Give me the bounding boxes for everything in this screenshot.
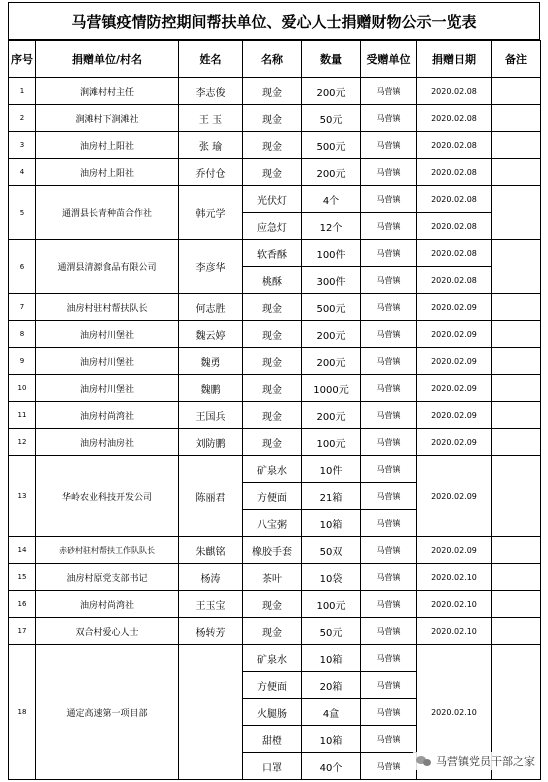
row-seq: 1 <box>9 78 36 105</box>
row-unit: 华岭农业科技开发公司 <box>36 456 179 537</box>
row-date: 2020.02.09 <box>417 456 492 537</box>
row-item: 现金 <box>243 321 302 348</box>
row-qty: 50元 <box>302 105 361 132</box>
row-note <box>492 105 541 132</box>
table-row <box>9 645 541 672</box>
table-body <box>9 78 541 780</box>
row-date: 2020.02.09 <box>417 375 492 402</box>
row-recipient: 马营镇 <box>361 402 417 429</box>
row-recipient: 马营镇 <box>361 753 417 780</box>
page-title: 马营镇疫情防控期间帮扶单位、爱心人士捐赠财物公示一览表 <box>8 2 540 40</box>
row-date: 2020.02.08 <box>417 159 492 186</box>
row-recipient: 马营镇 <box>361 132 417 159</box>
header-note: 备注 <box>492 41 541 78</box>
row-seq: 15 <box>9 564 36 591</box>
row-name: 魏勇 <box>179 348 243 375</box>
row-unit: 通定高速第一项目部 <box>36 645 179 780</box>
row-recipient: 马营镇 <box>361 348 417 375</box>
row-seq: 13 <box>9 456 36 537</box>
row-qty: 100元 <box>302 429 361 456</box>
row-date: 2020.02.08 <box>417 213 492 240</box>
row-item: 现金 <box>243 159 302 186</box>
header-unit: 捐赠单位/村名 <box>36 41 179 78</box>
row-seq: 17 <box>9 618 36 645</box>
row-qty: 50元 <box>302 618 361 645</box>
row-seq: 3 <box>9 132 36 159</box>
row-date: 2020.02.10 <box>417 591 492 618</box>
row-name: 何志胜 <box>179 294 243 321</box>
row-qty: 10箱 <box>302 510 361 537</box>
row-qty: 300件 <box>302 267 361 294</box>
row-note <box>492 294 541 321</box>
row-item: 桃酥 <box>243 267 302 294</box>
row-recipient: 马营镇 <box>361 267 417 294</box>
row-item: 现金 <box>243 348 302 375</box>
table-row <box>9 591 541 618</box>
table-row <box>9 456 541 483</box>
row-seq: 2 <box>9 105 36 132</box>
row-seq: 7 <box>9 294 36 321</box>
row-recipient: 马营镇 <box>361 105 417 132</box>
row-recipient: 马营镇 <box>361 672 417 699</box>
row-note <box>492 591 541 618</box>
row-qty: 10件 <box>302 456 361 483</box>
row-date: 2020.02.08 <box>417 78 492 105</box>
row-date: 2020.02.09 <box>417 429 492 456</box>
row-note <box>492 159 541 186</box>
row-date: 2020.02.09 <box>417 537 492 564</box>
row-item: 现金 <box>243 591 302 618</box>
table-row <box>9 186 541 213</box>
row-qty: 40个 <box>302 753 361 780</box>
row-unit: 油房村川堡社 <box>36 348 179 375</box>
row-seq: 14 <box>9 537 36 564</box>
row-qty: 200元 <box>302 402 361 429</box>
row-seq: 11 <box>9 402 36 429</box>
row-unit: 涧滩村村主任 <box>36 78 179 105</box>
row-qty: 21箱 <box>302 483 361 510</box>
row-seq: 9 <box>9 348 36 375</box>
row-unit: 油房村川堡社 <box>36 321 179 348</box>
row-unit: 赤砂村驻村帮扶工作队队长 <box>36 537 179 564</box>
row-item: 现金 <box>243 105 302 132</box>
row-unit: 油房村上阳社 <box>36 132 179 159</box>
row-qty: 200元 <box>302 159 361 186</box>
row-note <box>492 78 541 105</box>
row-recipient: 马营镇 <box>361 429 417 456</box>
row-recipient: 马营镇 <box>361 456 417 483</box>
row-name: 朱麒铭 <box>179 537 243 564</box>
row-note <box>492 186 541 240</box>
row-recipient: 马营镇 <box>361 240 417 267</box>
table-row <box>9 429 541 456</box>
row-unit: 双合村爱心人士 <box>36 618 179 645</box>
watermark-text: 马营镇党员干部之家 <box>436 755 535 768</box>
row-date: 2020.02.08 <box>417 186 492 213</box>
row-date: 2020.02.09 <box>417 402 492 429</box>
row-qty: 12个 <box>302 213 361 240</box>
table-row <box>9 618 541 645</box>
row-date: 2020.02.08 <box>417 240 492 267</box>
row-name: 王 玉 <box>179 105 243 132</box>
row-qty: 100件 <box>302 240 361 267</box>
row-name: 王玉宝 <box>179 591 243 618</box>
row-item: 口罩 <box>243 753 302 780</box>
row-seq: 8 <box>9 321 36 348</box>
row-qty: 100元 <box>302 591 361 618</box>
row-unit: 油房村尚湾社 <box>36 402 179 429</box>
row-date: 2020.02.08 <box>417 132 492 159</box>
row-date: 2020.02.09 <box>417 348 492 375</box>
row-qty: 10袋 <box>302 564 361 591</box>
header-item: 名称 <box>243 41 302 78</box>
row-note <box>492 456 541 537</box>
row-recipient: 马营镇 <box>361 213 417 240</box>
row-name: 李彦华 <box>179 240 243 294</box>
row-unit: 油房村川堡社 <box>36 375 179 402</box>
header-recipient: 受赠单位 <box>361 41 417 78</box>
row-qty: 500元 <box>302 132 361 159</box>
row-name: 杨转芳 <box>179 618 243 645</box>
row-item: 茶叶 <box>243 564 302 591</box>
row-recipient: 马营镇 <box>361 537 417 564</box>
row-item: 现金 <box>243 78 302 105</box>
row-date: 2020.02.08 <box>417 105 492 132</box>
table-row <box>9 78 541 105</box>
row-recipient: 马营镇 <box>361 699 417 726</box>
row-qty: 500元 <box>302 294 361 321</box>
row-recipient: 马营镇 <box>361 591 417 618</box>
row-unit: 涧滩村下涧滩社 <box>36 105 179 132</box>
donation-table <box>8 40 541 780</box>
row-date: 2020.02.09 <box>417 294 492 321</box>
chat-bubble-icon <box>416 755 432 767</box>
row-recipient: 马营镇 <box>361 483 417 510</box>
row-unit: 油房村驻村帮扶队长 <box>36 294 179 321</box>
row-item: 现金 <box>243 375 302 402</box>
row-item: 应急灯 <box>243 213 302 240</box>
header-row <box>9 41 541 78</box>
row-note <box>492 348 541 375</box>
row-qty: 200元 <box>302 321 361 348</box>
row-name <box>179 645 243 780</box>
row-seq: 10 <box>9 375 36 402</box>
row-note <box>492 240 541 294</box>
row-item: 软香酥 <box>243 240 302 267</box>
row-item: 现金 <box>243 294 302 321</box>
table-row <box>9 402 541 429</box>
table-row <box>9 375 541 402</box>
row-date: 2020.02.10 <box>417 564 492 591</box>
row-item: 矿泉水 <box>243 456 302 483</box>
row-item: 火腿肠 <box>243 699 302 726</box>
row-qty: 1000元 <box>302 375 361 402</box>
row-unit: 油房村原党支部书记 <box>36 564 179 591</box>
row-name: 李志俊 <box>179 78 243 105</box>
row-name: 张 瑜 <box>179 132 243 159</box>
header-seq: 序号 <box>9 41 36 78</box>
row-item: 现金 <box>243 618 302 645</box>
header-name: 姓名 <box>179 41 243 78</box>
row-item: 光伏灯 <box>243 186 302 213</box>
table-row <box>9 321 541 348</box>
row-date: 2020.02.09 <box>417 321 492 348</box>
header-date: 捐赠日期 <box>417 41 492 78</box>
table-row <box>9 537 541 564</box>
row-item: 矿泉水 <box>243 645 302 672</box>
row-item: 现金 <box>243 132 302 159</box>
row-seq: 16 <box>9 591 36 618</box>
row-unit: 通渭县长青种苗合作社 <box>36 186 179 240</box>
row-date: 2020.02.10 <box>417 645 492 780</box>
table-row <box>9 564 541 591</box>
row-name: 乔付仓 <box>179 159 243 186</box>
row-unit: 油房村油房社 <box>36 429 179 456</box>
table-row <box>9 132 541 159</box>
row-seq: 5 <box>9 186 36 240</box>
row-qty: 50双 <box>302 537 361 564</box>
row-item: 方便面 <box>243 672 302 699</box>
row-note <box>492 402 541 429</box>
row-recipient: 马营镇 <box>361 78 417 105</box>
row-name: 王国兵 <box>179 402 243 429</box>
row-item: 八宝粥 <box>243 510 302 537</box>
row-item: 甜橙 <box>243 726 302 753</box>
row-qty: 20箱 <box>302 672 361 699</box>
watermark <box>413 752 538 770</box>
row-recipient: 马营镇 <box>361 618 417 645</box>
row-recipient: 马营镇 <box>361 159 417 186</box>
row-qty: 200元 <box>302 78 361 105</box>
row-unit: 油房村尚湾社 <box>36 591 179 618</box>
row-recipient: 马营镇 <box>361 375 417 402</box>
row-seq: 6 <box>9 240 36 294</box>
row-note <box>492 618 541 645</box>
header-qty: 数量 <box>302 41 361 78</box>
row-name: 魏鹏 <box>179 375 243 402</box>
row-qty: 4个 <box>302 186 361 213</box>
row-recipient: 马营镇 <box>361 294 417 321</box>
table-row <box>9 348 541 375</box>
row-recipient: 马营镇 <box>361 564 417 591</box>
table-row <box>9 105 541 132</box>
row-unit: 通渭县清源食品有限公司 <box>36 240 179 294</box>
row-qty: 200元 <box>302 348 361 375</box>
row-date: 2020.02.08 <box>417 267 492 294</box>
row-name: 韩元学 <box>179 186 243 240</box>
row-item: 现金 <box>243 402 302 429</box>
row-seq: 4 <box>9 159 36 186</box>
row-qty: 10箱 <box>302 645 361 672</box>
row-name: 杨涛 <box>179 564 243 591</box>
row-note <box>492 132 541 159</box>
row-recipient: 马营镇 <box>361 321 417 348</box>
row-name: 刘防鹏 <box>179 429 243 456</box>
row-recipient: 马营镇 <box>361 726 417 753</box>
row-item: 现金 <box>243 429 302 456</box>
row-note <box>492 537 541 564</box>
row-name: 魏云婷 <box>179 321 243 348</box>
row-unit: 油房村上阳社 <box>36 159 179 186</box>
row-recipient: 马营镇 <box>361 510 417 537</box>
row-seq: 12 <box>9 429 36 456</box>
row-date: 2020.02.10 <box>417 618 492 645</box>
row-seq: 18 <box>9 645 36 780</box>
row-note <box>492 564 541 591</box>
row-qty: 4盒 <box>302 699 361 726</box>
row-recipient: 马营镇 <box>361 645 417 672</box>
row-item: 方便面 <box>243 483 302 510</box>
row-qty: 10箱 <box>302 726 361 753</box>
table-row <box>9 159 541 186</box>
row-name: 陈丽君 <box>179 456 243 537</box>
table-row <box>9 294 541 321</box>
table-row <box>9 240 541 267</box>
row-note <box>492 375 541 402</box>
row-note <box>492 321 541 348</box>
row-recipient: 马营镇 <box>361 186 417 213</box>
row-note <box>492 429 541 456</box>
row-item: 橡胶手套 <box>243 537 302 564</box>
